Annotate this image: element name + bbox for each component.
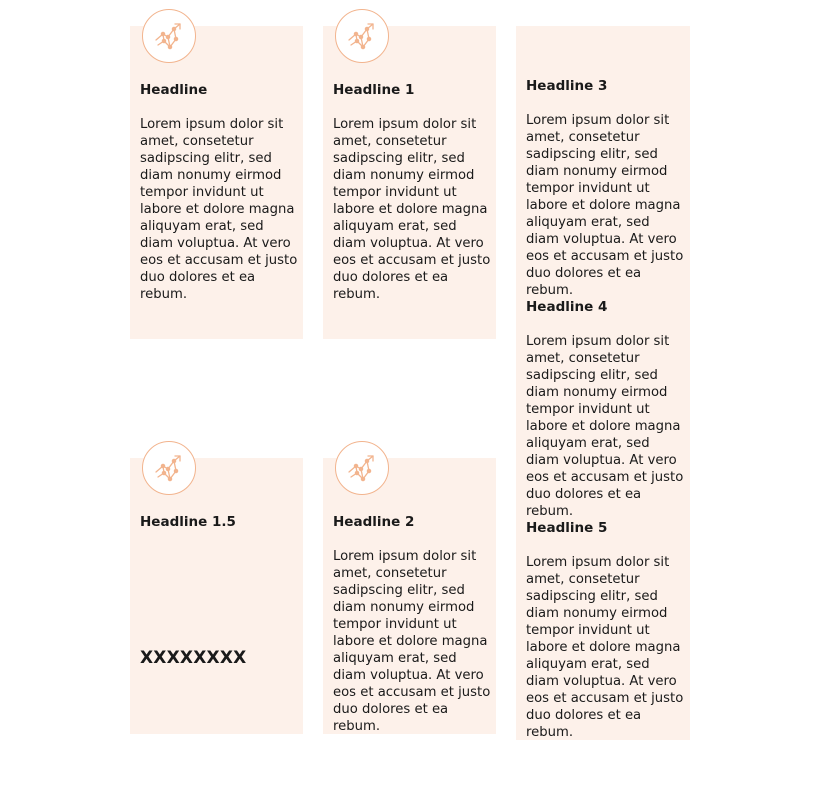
card-body-text: Lorem ipsum dolor sit amet, consetetur sadipscing elitr, sed diam nonumy eirmod tempor invidunt ut labore et dolore magna aliquyam erat, sed diam voluptua. At vero eos et accusam et justo duo dolores et ea rebum. — [526, 113, 684, 298]
card-body-text: Lorem ipsum dolor sit amet, consetetur sadipscing elitr, sed diam nonumy eirmod tempor invidunt ut labore et dolore magna aliquyam erat, sed diam voluptua. At vero eos et accusam et justo duo dolores et ea rebum. — [333, 117, 491, 302]
card-headline-title: Headline 5 — [526, 520, 608, 536]
card-section-headline-3 — [526, 78, 686, 299]
card-section-headline-4 — [526, 299, 686, 520]
card-headline-title: Headline 1.5 — [140, 514, 236, 530]
card-headline-title: Headline 1 — [333, 82, 415, 98]
chart-network-icon — [335, 441, 389, 495]
card-body-text: Lorem ipsum dolor sit amet, consetetur sadipscing elitr, sed diam nonumy eirmod tempor invidunt ut labore et dolore magna aliquyam erat, sed diam voluptua. At vero eos et accusam et justo duo dolores et ea rebum. — [526, 334, 684, 519]
chart-network-icon — [335, 9, 389, 63]
card-headline-title: Headline — [140, 82, 208, 98]
card-body-text: Lorem ipsum dolor sit amet, consetetur sadipscing elitr, sed diam nonumy eirmod tempor invidunt ut labore et dolore magna aliquyam erat, sed diam voluptua. At vero eos et accusam et justo duo dolores et ea rebum. — [526, 555, 684, 740]
card-headline-title: Headline 3 — [526, 78, 608, 94]
card-body-text: Lorem ipsum dolor sit amet, consetetur sadipscing elitr, sed diam nonumy eirmod tempor invidunt ut labore et dolore magna aliquyam erat, sed diam voluptua. At vero eos et accusam et justo duo dolores et ea rebum. — [140, 117, 298, 302]
card-body-text: Lorem ipsum dolor sit amet, consetetur sadipscing elitr, sed diam nonumy eirmod tempor invidunt ut labore et dolore magna aliquyam erat, sed diam voluptua. At vero eos et accusam et justo duo dolores et ea rebum. — [333, 549, 491, 734]
card-section-headline-5 — [526, 520, 686, 741]
card-headline-title: Headline 2 — [333, 514, 415, 530]
card-headline-1-5 — [130, 458, 303, 734]
chart-network-icon — [142, 441, 196, 495]
card-value-text: XXXXXXXX — [140, 648, 247, 668]
card-headline — [130, 26, 303, 339]
chart-network-icon — [142, 9, 196, 63]
card-headline-title: Headline 4 — [526, 299, 608, 315]
card-headline-2 — [323, 458, 496, 734]
card-tall-column — [516, 26, 690, 740]
card-headline-1 — [323, 26, 496, 339]
